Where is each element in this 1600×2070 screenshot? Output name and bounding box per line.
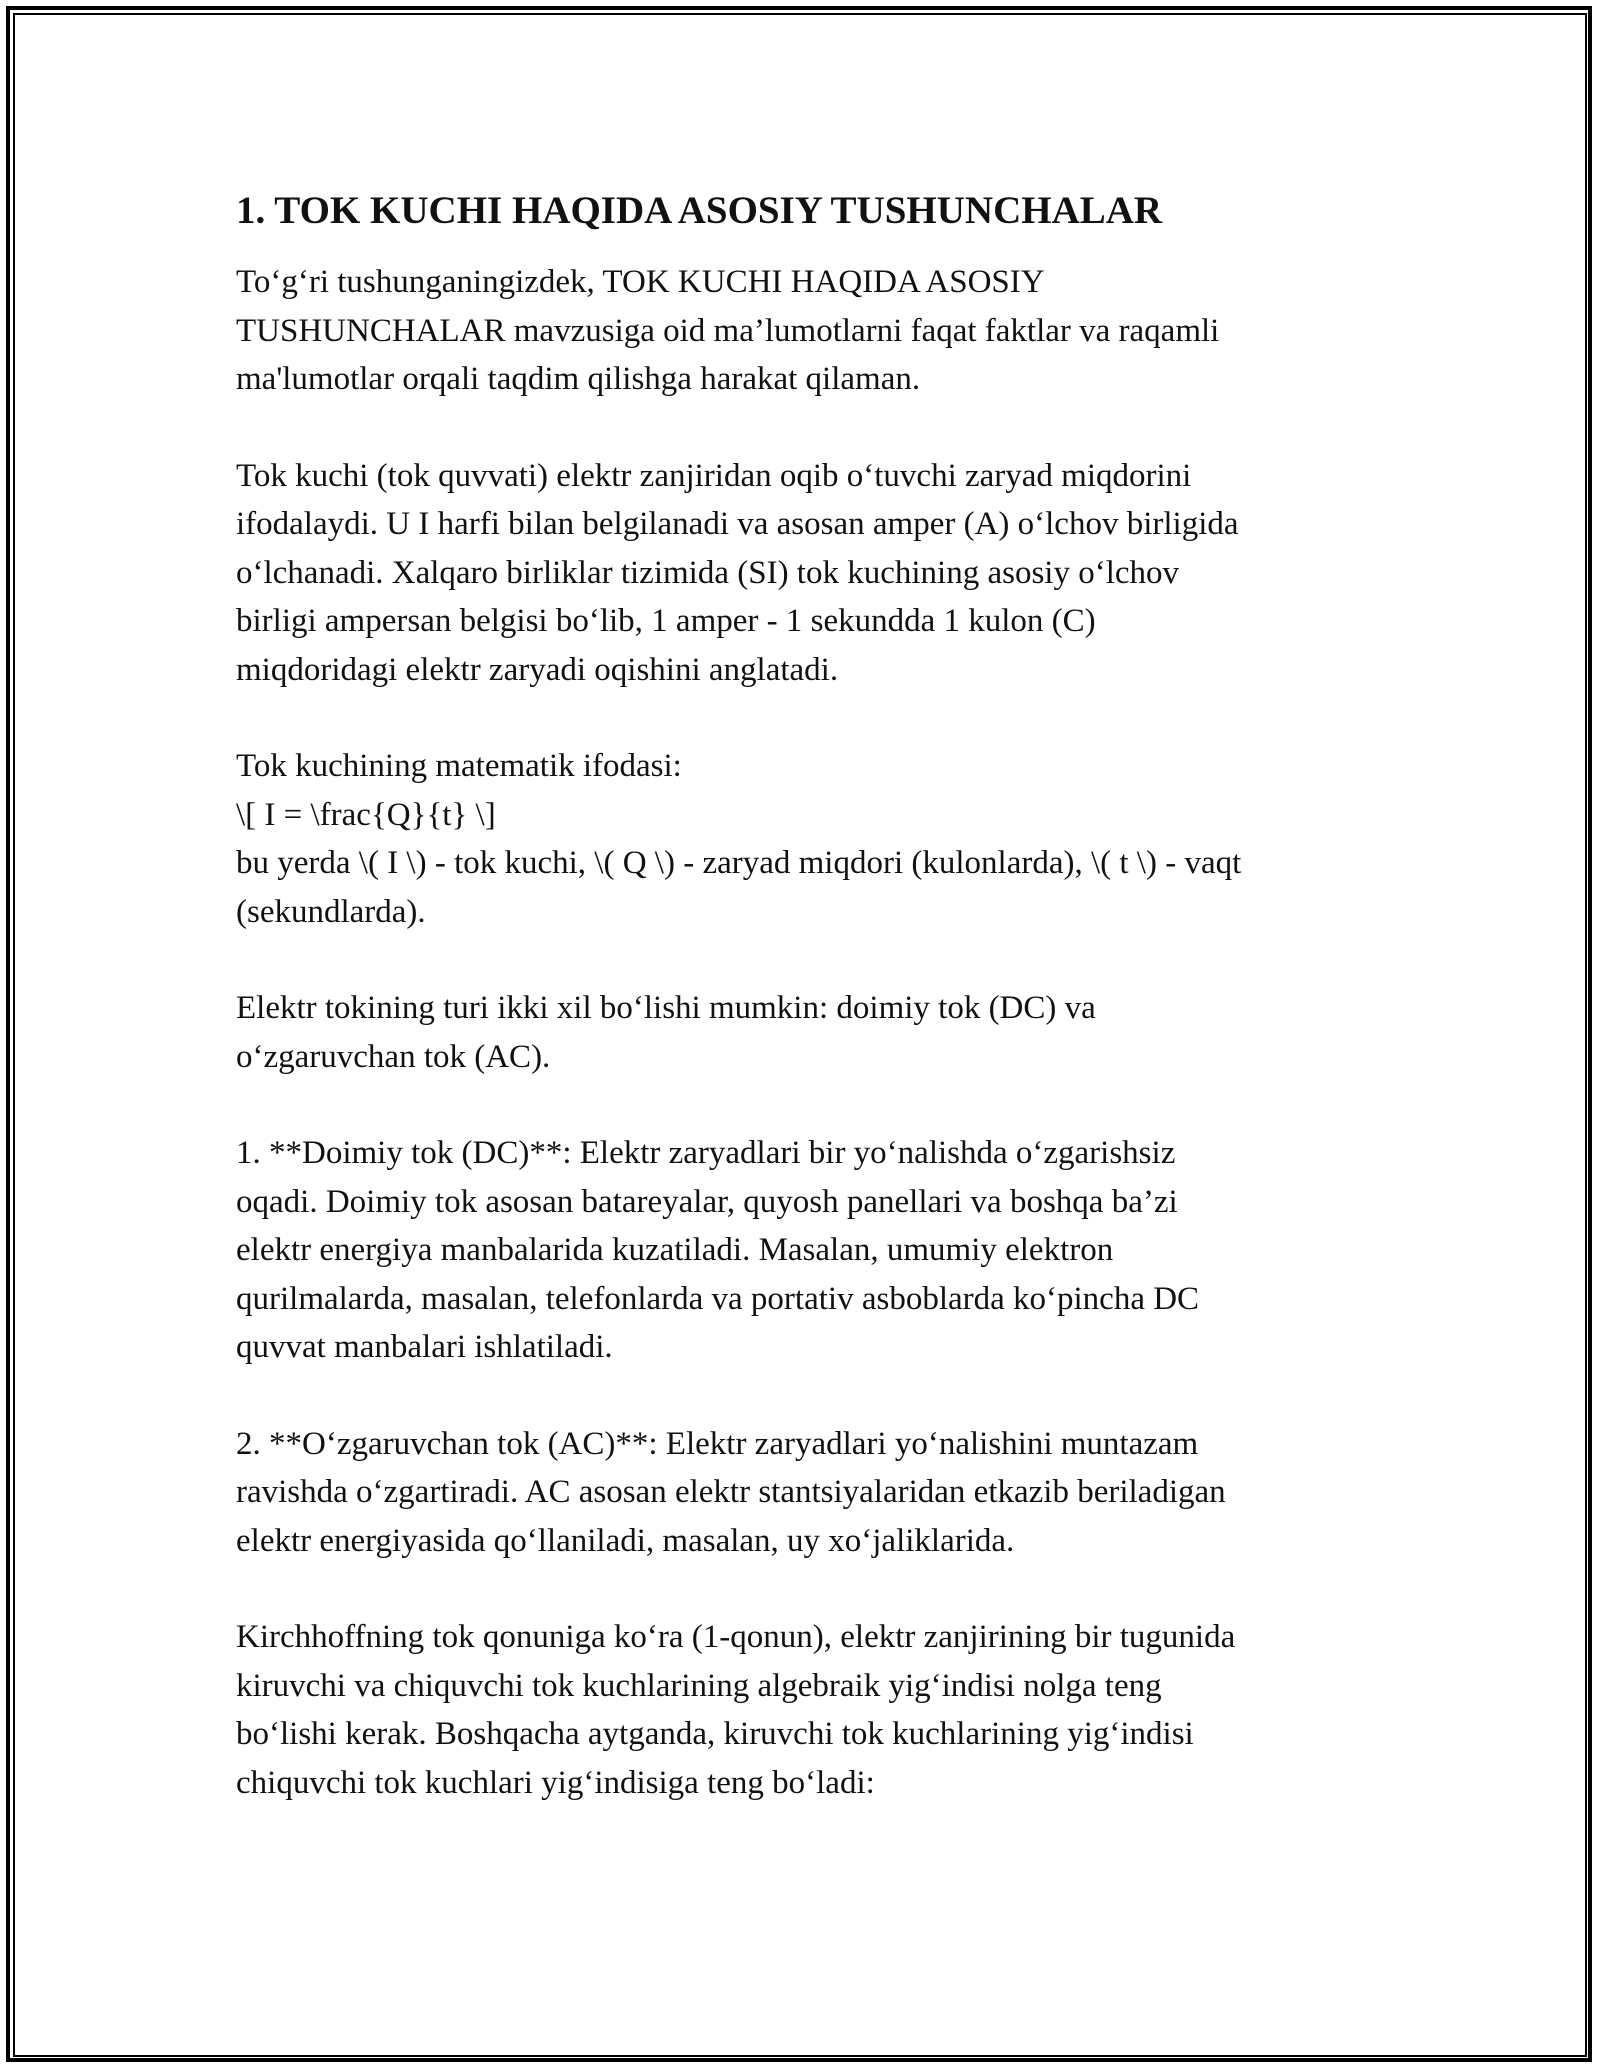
- text-line: o‘lchanadi. Xalqaro birliklar tizimida (SI) tok kuchining asosiy o‘lchov: [236, 554, 1180, 591]
- text-line: 1. **Doimiy tok (DC)**: Elektr zaryadlari bir yo‘nalishda o‘zgarishsiz: [236, 1135, 1176, 1171]
- paragraph-definition: [236, 452, 1366, 695]
- paragraph-current-types: [236, 984, 1366, 1081]
- text-line: elektr energiyasida qo‘llaniladi, masalan, uy xo‘jaliklarida.: [236, 1522, 1015, 1559]
- text-line: chiquvchi tok kuchlari yig‘indisiga teng bo‘ladi:: [236, 1764, 875, 1801]
- section-heading: 1. TOK KUCHI HAQIDA ASOSIY TUSHUNCHALAR: [236, 189, 1163, 232]
- text-line: (sekundlarda).: [236, 893, 426, 930]
- paragraph-intro: [236, 258, 1366, 404]
- text-line: ifodalaydi. U I harfi bilan belgilanadi va asosan amper (A) o‘lchov birligida: [236, 506, 1239, 542]
- document-body: [236, 185, 1366, 1855]
- paragraph-dc: [236, 1129, 1366, 1372]
- text-line: Kirchhoffning tok qonuniga ko‘ra (1-qonun), elektr zanjirining bir tugunida: [236, 1619, 1236, 1655]
- text-line: TUSHUNCHALAR mavzusiga oid ma’lumotlarni faqat faktlar va raqamli: [236, 312, 1220, 349]
- formula-line: \[ I = \frac{Q}{t} \]: [236, 796, 496, 833]
- text-line: o‘zgaruvchan tok (AC).: [236, 1038, 551, 1075]
- text-line: bu yerda \( I \) - tok kuchi, \( Q \) - zaryad miqdori (kulonlarda), \( t \) - vaqt: [236, 845, 1242, 881]
- text-line: birligi ampersan belgisi bo‘lib, 1 amper - 1 sekundda 1 kulon (C): [236, 603, 1096, 639]
- text-line: Elektr tokining turi ikki xil bo‘lishi mumkin: doimiy tok (DC) va: [236, 990, 1096, 1026]
- text-line: miqdoridagi elektr zaryadi oqishini anglatadi.: [236, 651, 839, 688]
- paragraph-ac: [236, 1420, 1366, 1566]
- text-line: ma'lumotlar orqali taqdim qilishga harakat qilaman.: [236, 361, 921, 397]
- text-line: ravishda o‘zgartiradi. AC asosan elektr stantsiyalaridan etkazib beriladigan: [236, 1474, 1226, 1510]
- text-line: Tok kuchi (tok quvvati) elektr zanjiridan oqib o‘tuvchi zaryad miqdorini: [236, 457, 1192, 494]
- text-line: quvvat manbalari ishlatiladi.: [236, 1329, 613, 1365]
- text-line: To‘g‘ri tushunganingizdek, TOK KUCHI HAQIDA ASOSIY: [236, 264, 1045, 300]
- text-line: elektr energiya manbalarida kuzatiladi. Masalan, umumiy elektron: [236, 1232, 1114, 1268]
- paragraph-formula: [236, 742, 1366, 936]
- text-line: oqadi. Doimiy tok asosan batareyalar, quyosh panellari va boshqa ba’zi: [236, 1183, 1178, 1220]
- text-line: 2. **O‘zgaruvchan tok (AC)**: Elektr zaryadlari yo‘nalishini muntazam: [236, 1425, 1199, 1462]
- text-line: qurilmalarda, masalan, telefonlarda va portativ asboblarda ko‘pincha DC: [236, 1280, 1200, 1317]
- text-line: kiruvchi va chiquvchi tok kuchlarining algebraik yig‘indisi nolga teng: [236, 1667, 1162, 1704]
- paragraph-kirchhoff: [236, 1613, 1366, 1807]
- text-line: Tok kuchining matematik ifodasi:: [236, 748, 682, 784]
- text-line: bo‘lishi kerak. Boshqacha aytganda, kiruvchi tok kuchlarining yig‘indisi: [236, 1716, 1194, 1752]
